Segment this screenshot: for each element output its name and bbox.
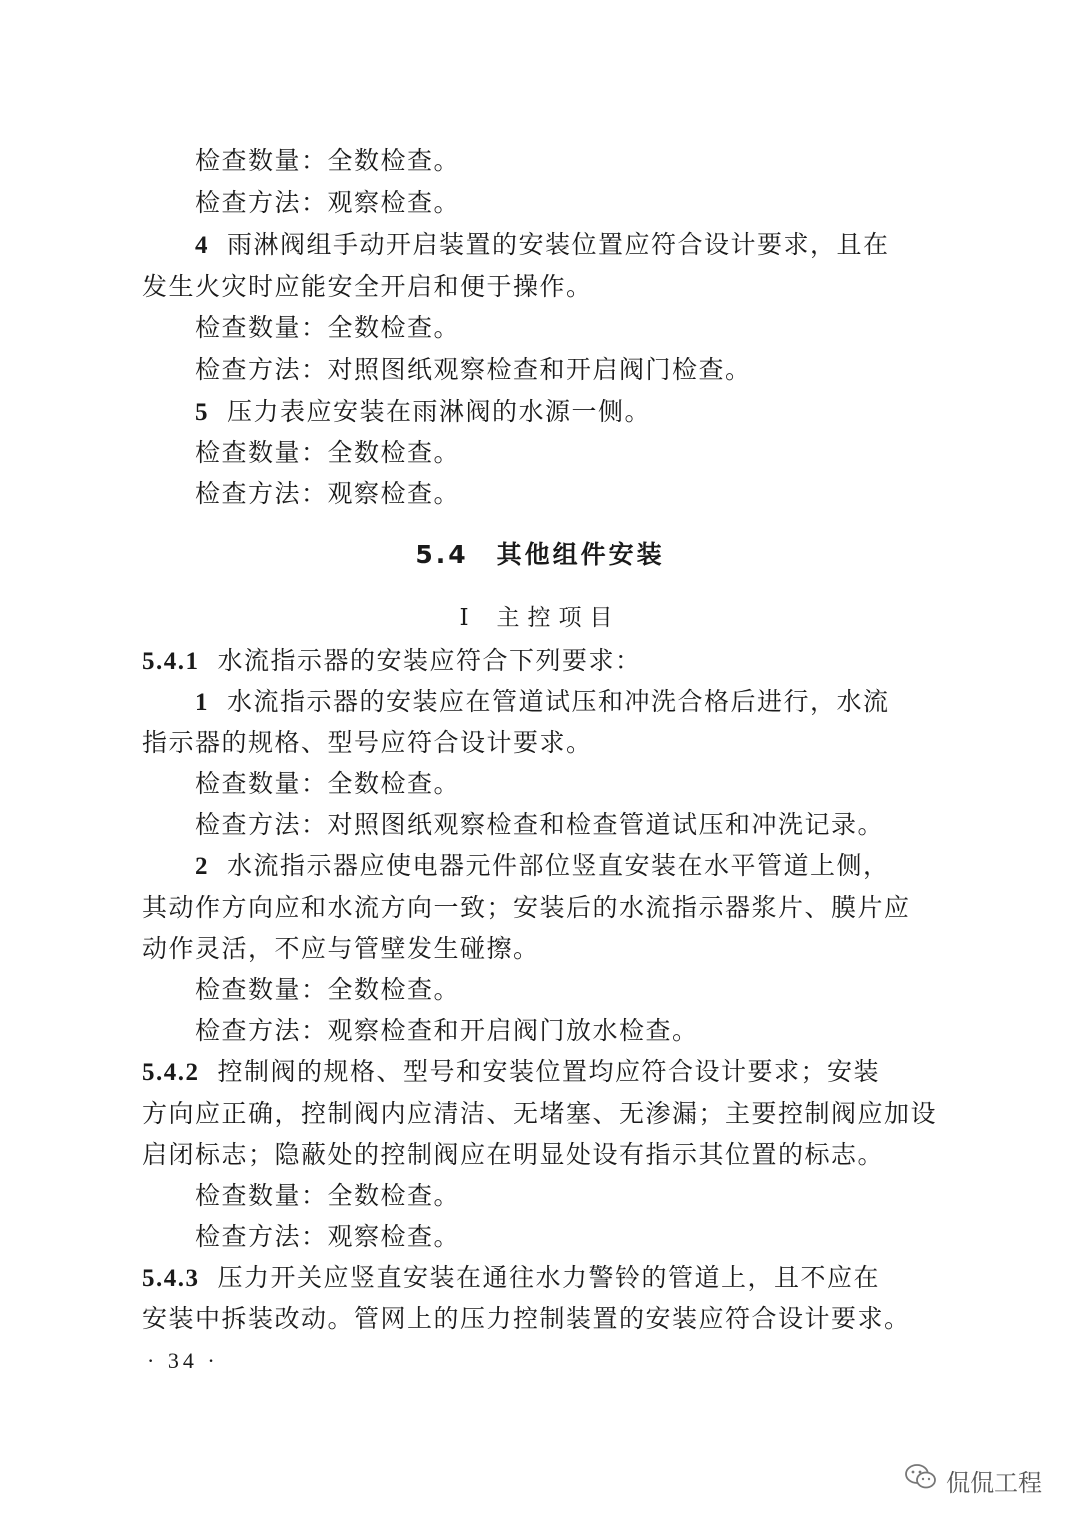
line-check-method: 检查方法：对照图纸观察检查和开启阀门检查。 — [195, 355, 752, 384]
page-number: · 34 · — [147, 1348, 219, 1373]
watermark-text: 侃侃工程 — [946, 1468, 1042, 1497]
line-continuation: 启闭标志；隐蔽处的控制阀应在明显处设有指示其位置的标志。 — [142, 1140, 885, 1169]
line-continuation: 其动作方向应和水流方向一致；安装后的水流指示器浆片、膜片应 — [142, 893, 911, 922]
line-check-method: 检查方法：对照图纸观察检查和检查管道试压和冲洗记录。 — [195, 810, 885, 839]
line-check-method: 检查方法：观察检查和开启阀门放水检查。 — [195, 1016, 699, 1045]
line-continuation: 动作灵活，不应与管壁发生碰擦。 — [142, 934, 540, 963]
item-2 — [195, 851, 890, 882]
clause-text: 压力开关应竖直安装在通往水力警铃的管道上，且不应在 — [217, 1263, 881, 1292]
line-check-method: 检查方法：观察检查。 — [195, 1222, 461, 1251]
line-check-quantity: 检查数量：全数检查。 — [195, 438, 461, 467]
item-text: 水流指示器应使电器元件部位竖直安装在水平管道上侧， — [227, 851, 890, 880]
clause-5-4-2 — [142, 1057, 880, 1088]
item-number: 4 — [195, 232, 209, 259]
line-check-quantity: 检查数量：全数检查。 — [195, 1181, 461, 1210]
line-continuation: 安装中拆装改动。管网上的压力控制装置的安装应符合设计要求。 — [142, 1304, 911, 1333]
subsection-title: 主控项目 — [496, 605, 621, 631]
line-check-method: 检查方法：观察检查。 — [195, 479, 461, 508]
item-text: 压力表应安装在雨淋阀的水源一侧。 — [227, 397, 652, 426]
line-continuation: 发生火灾时应能安全开启和便于操作。 — [142, 272, 593, 301]
line-check-quantity: 检查数量：全数检查。 — [195, 975, 461, 1004]
item-text: 雨淋阀组手动开启装置的安装位置应符合设计要求，且在 — [227, 230, 890, 259]
clause-5-4-1 — [142, 646, 642, 677]
section-heading — [0, 540, 1080, 570]
section-title: 其他组件安装 — [496, 540, 665, 569]
section-number: 5.4 — [415, 540, 469, 569]
item-number: 5 — [195, 399, 209, 426]
line-check-quantity: 检查数量：全数检查。 — [195, 769, 461, 798]
item-number: 1 — [195, 689, 209, 716]
clause-5-4-3 — [142, 1263, 880, 1294]
item-text: 水流指示器的安装应在管道试压和冲洗合格后进行，水流 — [227, 687, 890, 716]
clause-number: 5.4.3 — [142, 1265, 200, 1292]
watermark — [904, 1462, 1042, 1498]
line-continuation: 指示器的规格、型号应符合设计要求。 — [142, 728, 593, 757]
subsection-numeral: Ⅰ — [459, 605, 477, 631]
clause-text: 水流指示器的安装应符合下列要求： — [217, 646, 642, 675]
clause-text: 控制阀的规格、型号和安装位置均应符合设计要求；安装 — [217, 1057, 881, 1086]
subsection-heading — [0, 603, 1080, 633]
clause-number: 5.4.2 — [142, 1059, 200, 1086]
item-4 — [195, 230, 890, 261]
item-5 — [195, 397, 651, 428]
wechat-icon — [904, 1462, 938, 1498]
line-continuation: 方向应正确，控制阀内应清洁、无堵塞、无渗漏；主要控制阀应加设 — [142, 1099, 938, 1128]
line-check-method: 检查方法：观察检查。 — [195, 188, 461, 217]
item-number: 2 — [195, 853, 209, 880]
item-1 — [195, 687, 890, 718]
line-check-quantity: 检查数量：全数检查。 — [195, 313, 461, 342]
line-check-quantity: 检查数量：全数检查。 — [195, 146, 461, 175]
clause-number: 5.4.1 — [142, 648, 200, 675]
